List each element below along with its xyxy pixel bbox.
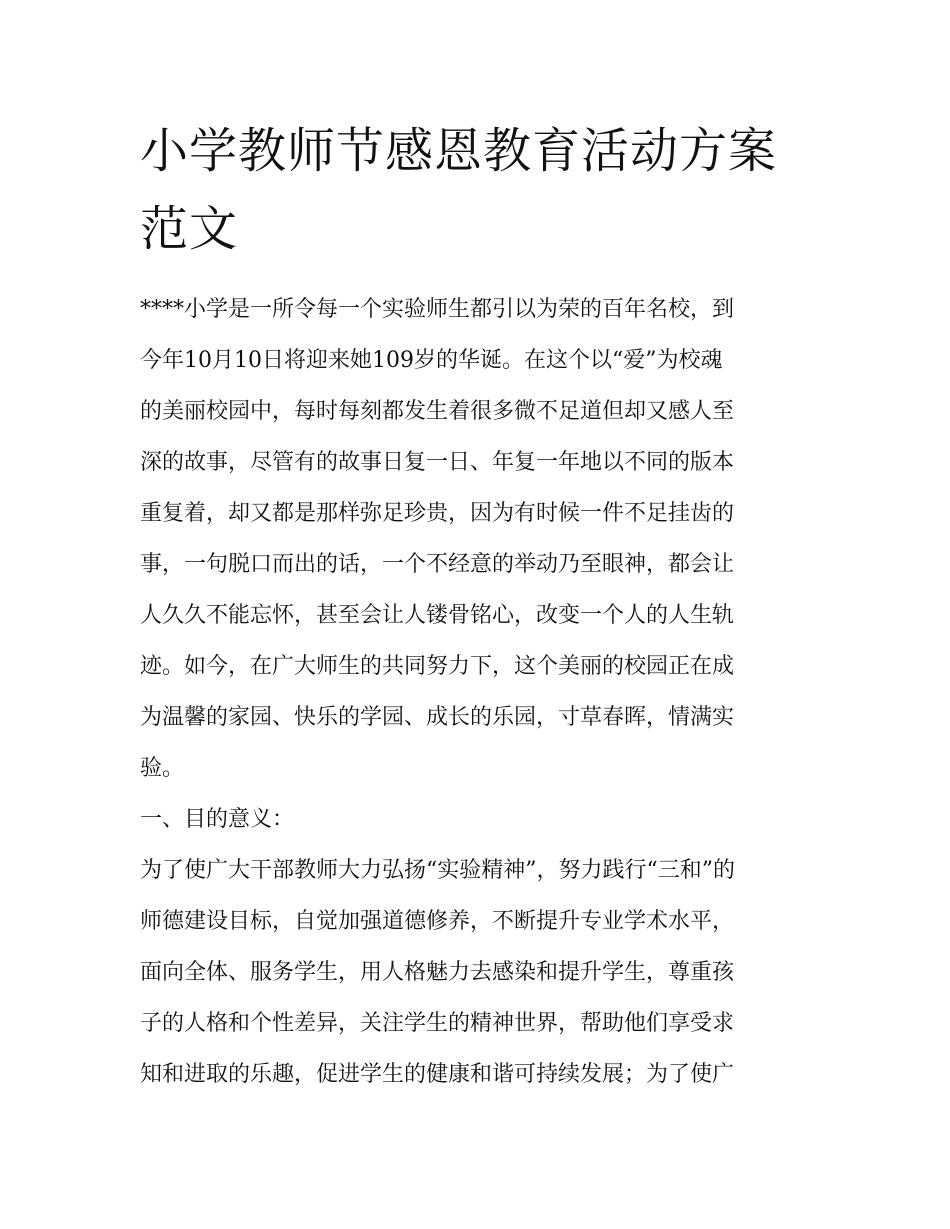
paragraph-line: 子的人格和个性差异，关注学生的精神世界，帮助他们享受求 [140, 1011, 735, 1036]
paragraph-line: 为了使广大干部教师大力弘扬“实验精神”，努力践行“三和”的 [140, 858, 735, 883]
paragraph-line: 验。 [140, 756, 185, 781]
paragraph-line: 的美丽校园中，每时每刻都发生着很多微不足道但却又感人至 [140, 399, 735, 424]
paragraph-line: 深的故事，尽管有的故事日复一日、年复一年地以不同的版本 [140, 450, 735, 475]
title-line: 范文 [140, 201, 239, 257]
paragraph-line: ****小学是一所令每一个实验师生都引以为荣的百年名校，到 [140, 297, 735, 322]
paragraph-line: 面向全体、服务学生，用人格魅力去感染和提升学生，尊重孩 [140, 960, 735, 985]
purpose-paragraph [140, 845, 815, 1100]
section-heading: 一、目的意义： [140, 807, 295, 832]
paragraph-line: 事，一句脱口而出的话，一个不经意的举动乃至眼神，都会让 [140, 552, 735, 577]
paragraph-line: 为温馨的家园、快乐的学园、成长的乐园，寸草春晖，情满实 [140, 705, 735, 730]
document-title [140, 112, 815, 268]
title-line: 小学教师节感恩教育活动方案 [140, 123, 778, 179]
paragraph-line: 师德建设目标，自觉加强道德修养，不断提升专业学术水平， [140, 909, 735, 934]
paragraph-line: 重复着，却又都是那样弥足珍贵，因为有时候一件不足挂齿的 [140, 501, 735, 526]
paragraph-line: 人久久不能忘怀，甚至会让人镂骨铭心，改变一个人的人生轨 [140, 603, 735, 628]
paragraph-line: 知和进取的乐趣，促进学生的健康和谐可持续发展；为了使广 [140, 1062, 735, 1087]
paragraph-line: 今年10月10日将迎来她109岁的华诞。在这个以“爱”为校魂 [140, 348, 723, 373]
intro-paragraph [140, 284, 815, 794]
paragraph-line: 迹。如今，在广大师生的共同努力下，这个美丽的校园正在成 [140, 654, 735, 679]
document-body [140, 112, 815, 1100]
